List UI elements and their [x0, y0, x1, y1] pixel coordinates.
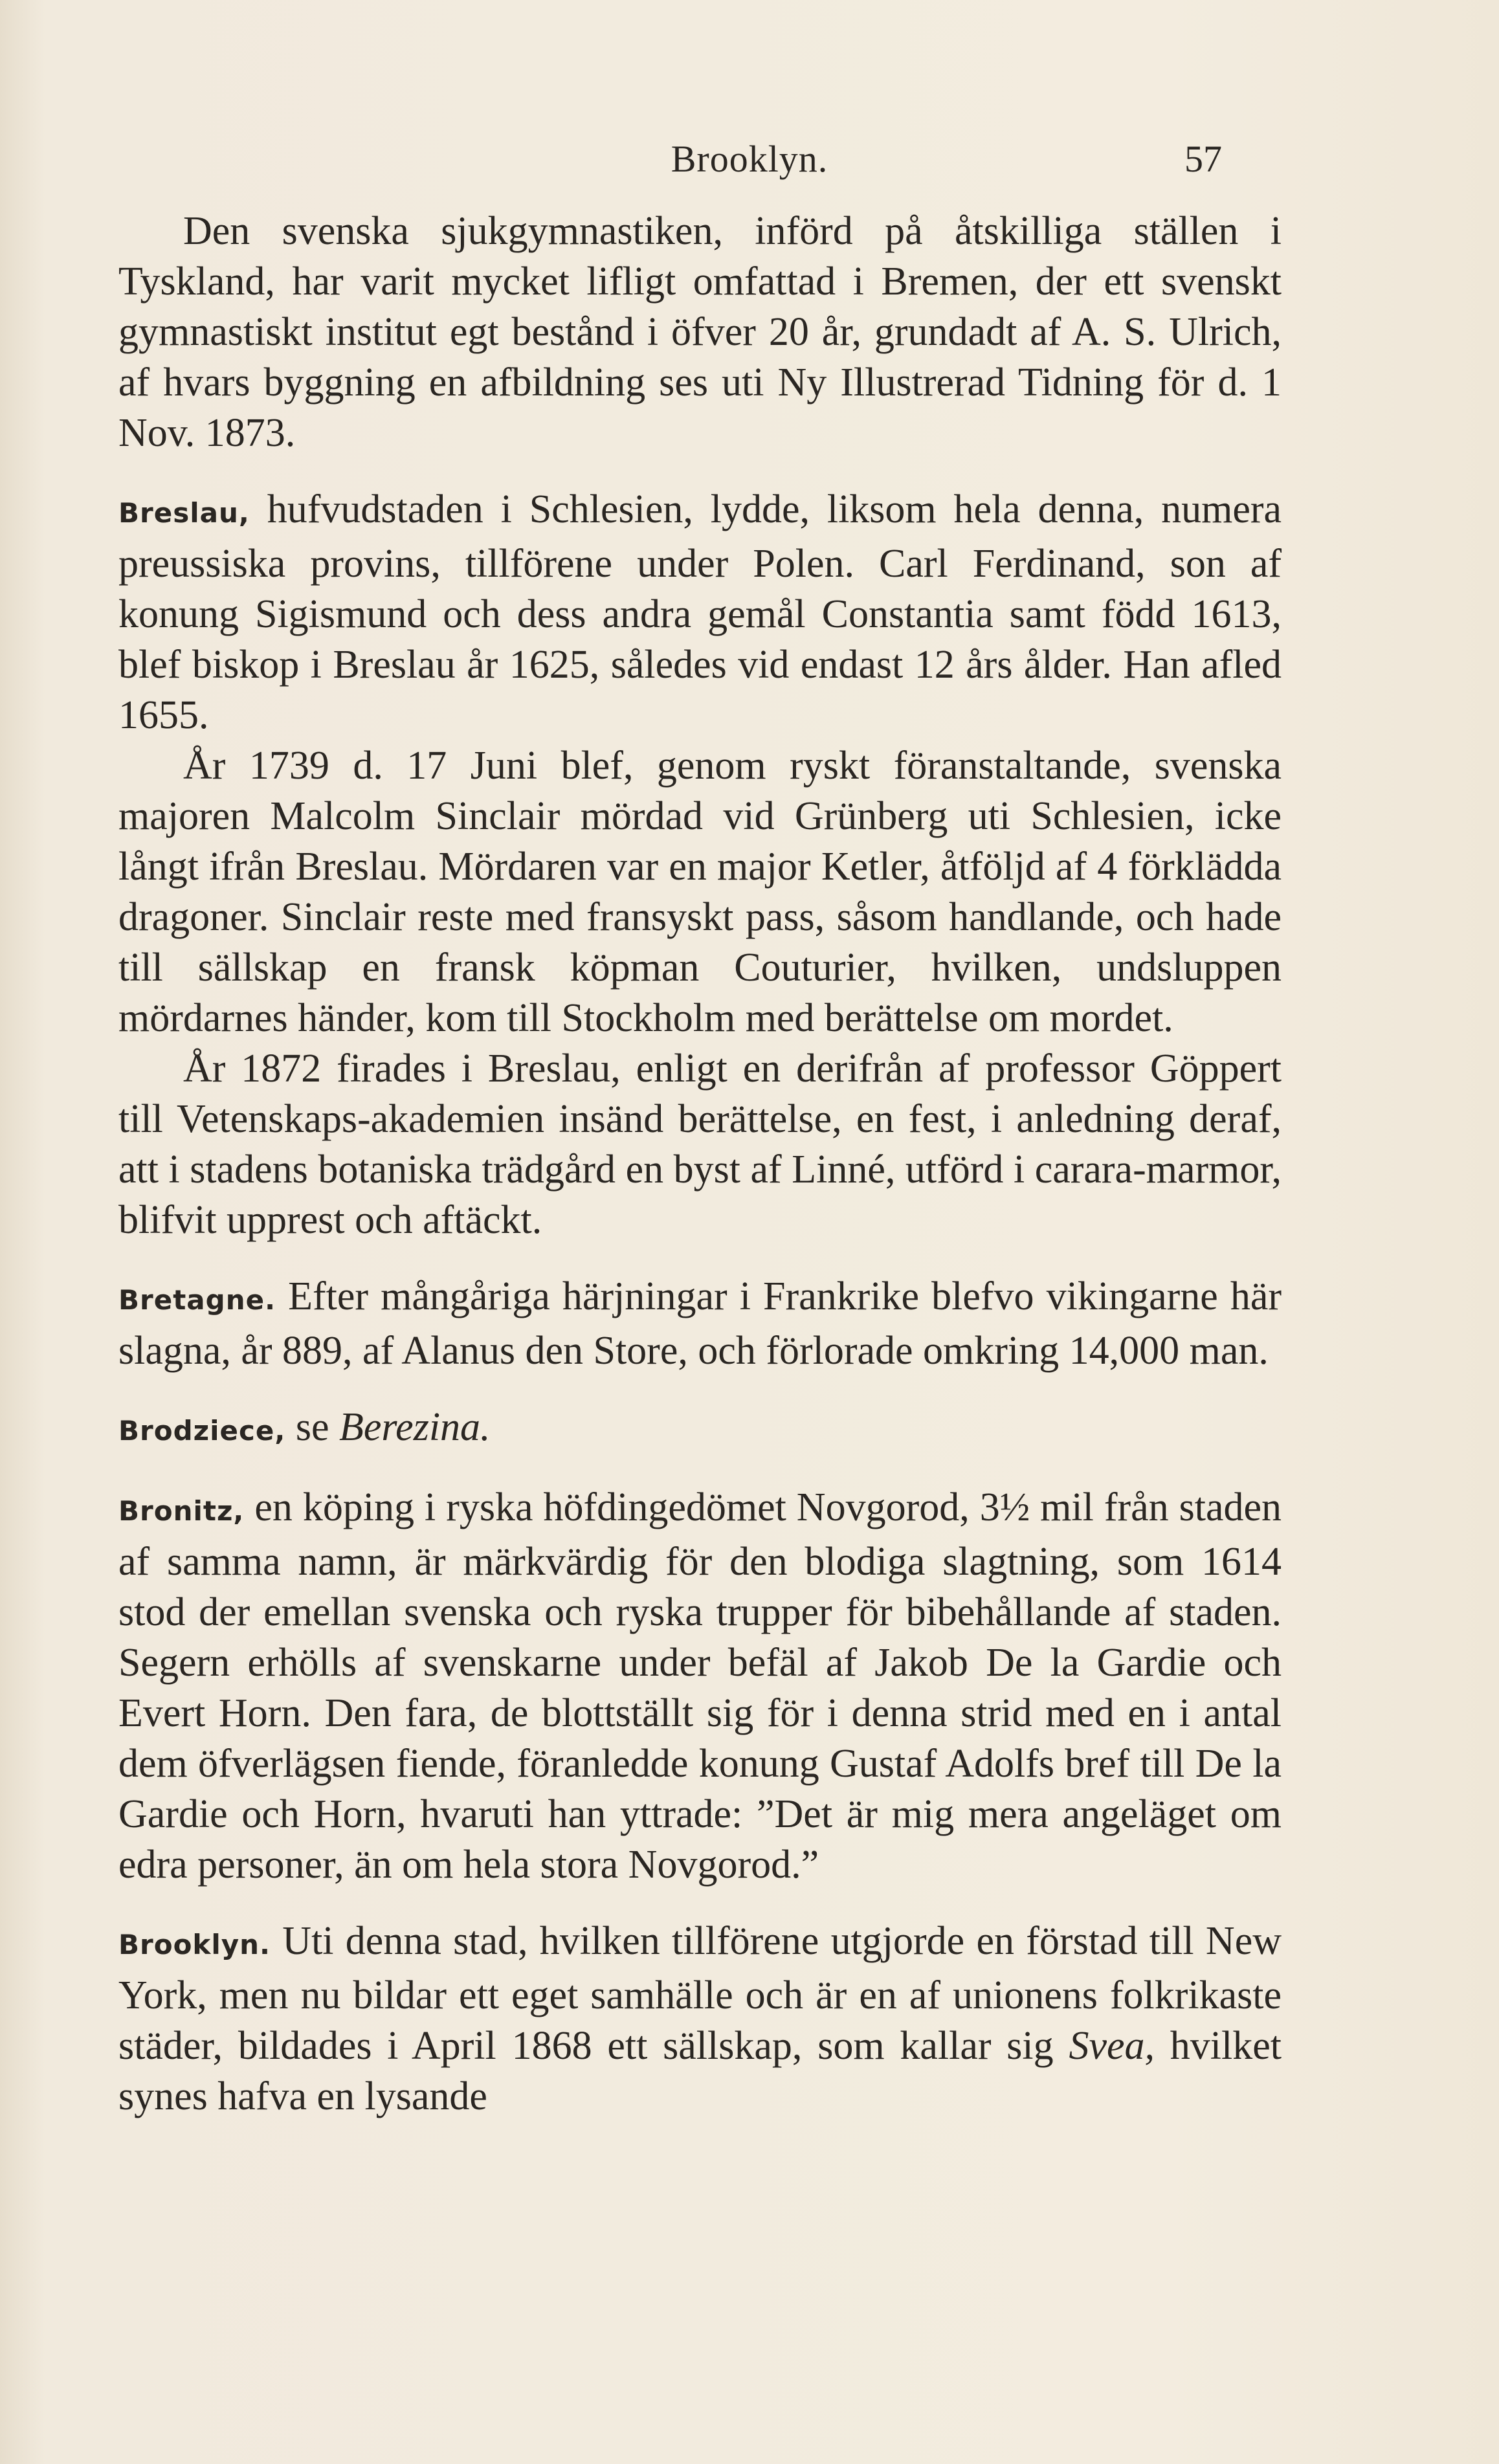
- running-title: Brooklyn.: [671, 138, 828, 180]
- text-body: [118, 206, 1282, 2122]
- entry-text-breslau: hufvudstaden i Schlesien, lydde, liksom hela denna, numera preussiska provins, tillförene under Polen. Carl Ferdinand, son af konung Sigismund och dess andra gemål Constantia samt född 1613, blef biskop i Breslau år 1625, således vid endast 12 års ålder. Han afled 1655.: [118, 487, 1282, 737]
- entry-heading-bretagne: Bretagne.: [118, 1284, 276, 1316]
- paragraph-sinclair: År 1739 d. 17 Juni blef, genom ryskt föranstaltande, svenska majoren Malcolm Sinclair mördad vid Grünberg uti Schlesien, icke långt ifrån Breslau. Mördaren var en major Ketler, åtföljd af 4 förklädda dragoner. Sinclair reste med fransyskt pass, såsom handlande, och hade till sällskap en fransk köpman Couturier, hvilken, undsluppen mördarnes händer, kom till Stockholm med berättelse om mordet.: [118, 744, 1282, 1040]
- entry-brodziece: [118, 1402, 1282, 1456]
- entry-heading-bronitz: Bronitz,: [118, 1495, 245, 1527]
- entry-brooklyn: [118, 1916, 1282, 2122]
- entry-breslau: [118, 484, 1282, 740]
- running-header: [0, 137, 1499, 195]
- entry-text-brodziece: se: [285, 1405, 339, 1449]
- entry-heading-breslau: Breslau,: [118, 497, 250, 529]
- entry-reference-berezina: Berezina.: [339, 1405, 491, 1449]
- entry-text-brooklyn-2: hvilket synes hafva en lysande: [118, 2024, 1282, 2118]
- entry-text-brooklyn-1: Uti denna stad, hvilken tillförene utgjorde en förstad till New York, men nu bildar ett eget samhälle och är en af unionens folkrikaste städer, bildades i April 1868 ett sällskap, som kallar sig: [118, 1919, 1282, 2068]
- entry-society-name-svea: Svea,: [1069, 2024, 1155, 2068]
- page-number: 57: [1184, 138, 1222, 180]
- entry-text-bronitz: en köping i ryska höfdingedömet Novgorod, 3½ mil från staden af samma namn, är märkvärdig för den blodiga slagtning, som 1614 stod der emellan svenska och ryska trupper för bibehållande af staden. Segern erhölls af svenskarne under befäl af Jakob De la Gardie och Evert Horn. Den fara, de blottställt sig för i denna strid med en i antal dem öfverlägsen fiende, föranledde konung Gustaf Adolfs bref till De la Gardie och Horn, hvaruti han yttrade: ”Det är mig mera angeläget om edra personer, än om hela stora Novgorod.”: [118, 1485, 1282, 1887]
- entry-heading-brodziece: Brodziece,: [118, 1415, 286, 1447]
- paragraph-gymnastics: Den svenska sjukgymnastiken, införd på åtskilliga ställen i Tyskland, har varit mycket lifligt omfattad i Bremen, der ett svenskt gymnastiskt institut egt bestånd i öfver 20 år, grundadt af A. S. Ulrich, af hvars byggning en afbildning ses uti Ny Illustrerad Tidning för d. 1 Nov. 1873.: [118, 209, 1282, 455]
- entry-text-bretagne: Efter mångåriga härjningar i Frankrike blefvo vikingarne här slagna, år 889, af Alanus den Store, och förlorade omkring 14,000 man.: [118, 1274, 1282, 1373]
- entry-bretagne: [118, 1271, 1282, 1376]
- paragraph-linne-bust: År 1872 firades i Breslau, enligt en derifrån af professor Göppert till Vetenskaps-akademien insänd berättelse, en fest, i anledning deraf, att i stadens botaniska trädgård en byst af Linné, utförd i carara-marmor, blifvit upprest och aftäckt.: [118, 1047, 1282, 1242]
- entry-bronitz: [118, 1482, 1282, 1890]
- entry-heading-brooklyn: Brooklyn.: [118, 1929, 271, 1960]
